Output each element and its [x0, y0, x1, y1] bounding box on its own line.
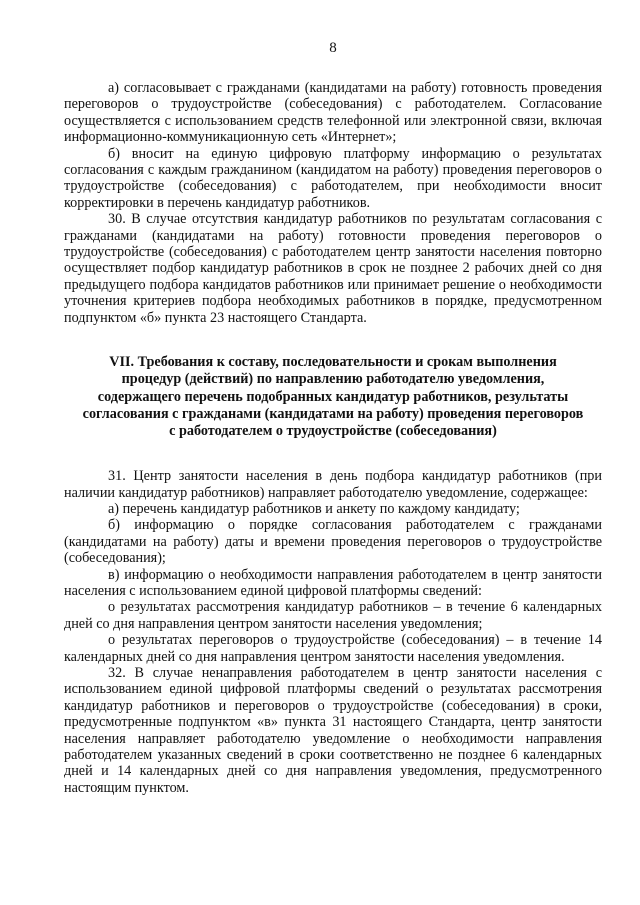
paragraph-31c-item-1: о результатах рассмотрения кандидатур работников – в течение 6 календарных дней со дня направления центром занятости населения уведомления;: [64, 599, 602, 632]
paragraph-31b: б) информацию о порядке согласования работодателем с гражданами (кандидатами на работу) даты и времени проведения переговоров о трудоустройстве (собеседования);: [64, 517, 602, 567]
page-number: 8: [329, 40, 337, 56]
paragraph-31c: в) информацию о необходимости направления работодателем в центр занятости населения с использованием единой цифровой платформы сведений:: [64, 566, 602, 599]
paragraph-29a: а) согласовывает с гражданами (кандидатами на работу) готовность проведения переговоров о трудоустройстве (собеседования) с работодателем. Согласование осуществляется с использованием средств телефонной или электронной связи, включая информационно-коммуникационную сеть «Интернет»;: [64, 80, 602, 146]
paragraph-31c-item-2: о результатах переговоров о трудоустройстве (собеседования) – в течение 14 календарных дней со дня направления центром занятости населения уведомления.: [64, 632, 602, 665]
paragraph-30: 30. В случае отсутствия кандидатур работников по результатам согласования с гражданами (кандидатами на работу) готовности проведения переговоров о трудоустройстве (собеседования) с работодателем центр занятости населения повторно осуществляет подбор кандидатур работников в срок не позднее 2 рабочих дней со дня предыдущего подбора кандидатов работников или принимает решение о необходимости уточнения критериев подбора необходимых работников в порядке, предусмотренном подпунктом «б» пункта 23 настоящего Стандарта.: [64, 211, 602, 326]
paragraph-31: 31. Центр занятости населения в день подбора кандидатур работников (при наличии кандидатур работников) направляет работодателю уведомление, содержащее:: [64, 468, 602, 501]
section-heading: VII. Требования к составу, последовательности и срокам выполнения процедур (действий) по направлению работодателю уведомления, содержащего перечень подобранных кандидатур работников, результаты согласования с гражданами (кандидатами на работу) проведения переговоров с работодателем о трудоустройстве (собеседования): [82, 354, 584, 439]
paragraph-32: 32. В случае ненаправления работодателем в центр занятости населения с использованием единой цифровой платформы сведений о результатах рассмотрения кандидатур работников и переговоров о трудоустройстве (собеседования) в сроки, предусмотренные подпунктом «в» пункта 31 настоящего Стандарта, центр занятости населения направляет работодателю уведомление о необходимости направления работодателем указанных сведений в сроки соответственно не позднее 6 календарных дней и 14 календарных дней со дня направления уведомления, предусмотренного настоящим пунктом.: [64, 664, 602, 796]
paragraph-29b: б) вносит на единую цифровую платформу информацию о результатах согласования с каждым гражданином (кандидатом на работу) проведения переговоров о трудоустройстве (собеседования) с работодателем, при необходимости вносит корректировки в перечень кандидатур работников.: [64, 145, 602, 211]
paragraph-31a: а) перечень кандидатур работников и анкету по каждому кандидату;: [108, 500, 520, 517]
